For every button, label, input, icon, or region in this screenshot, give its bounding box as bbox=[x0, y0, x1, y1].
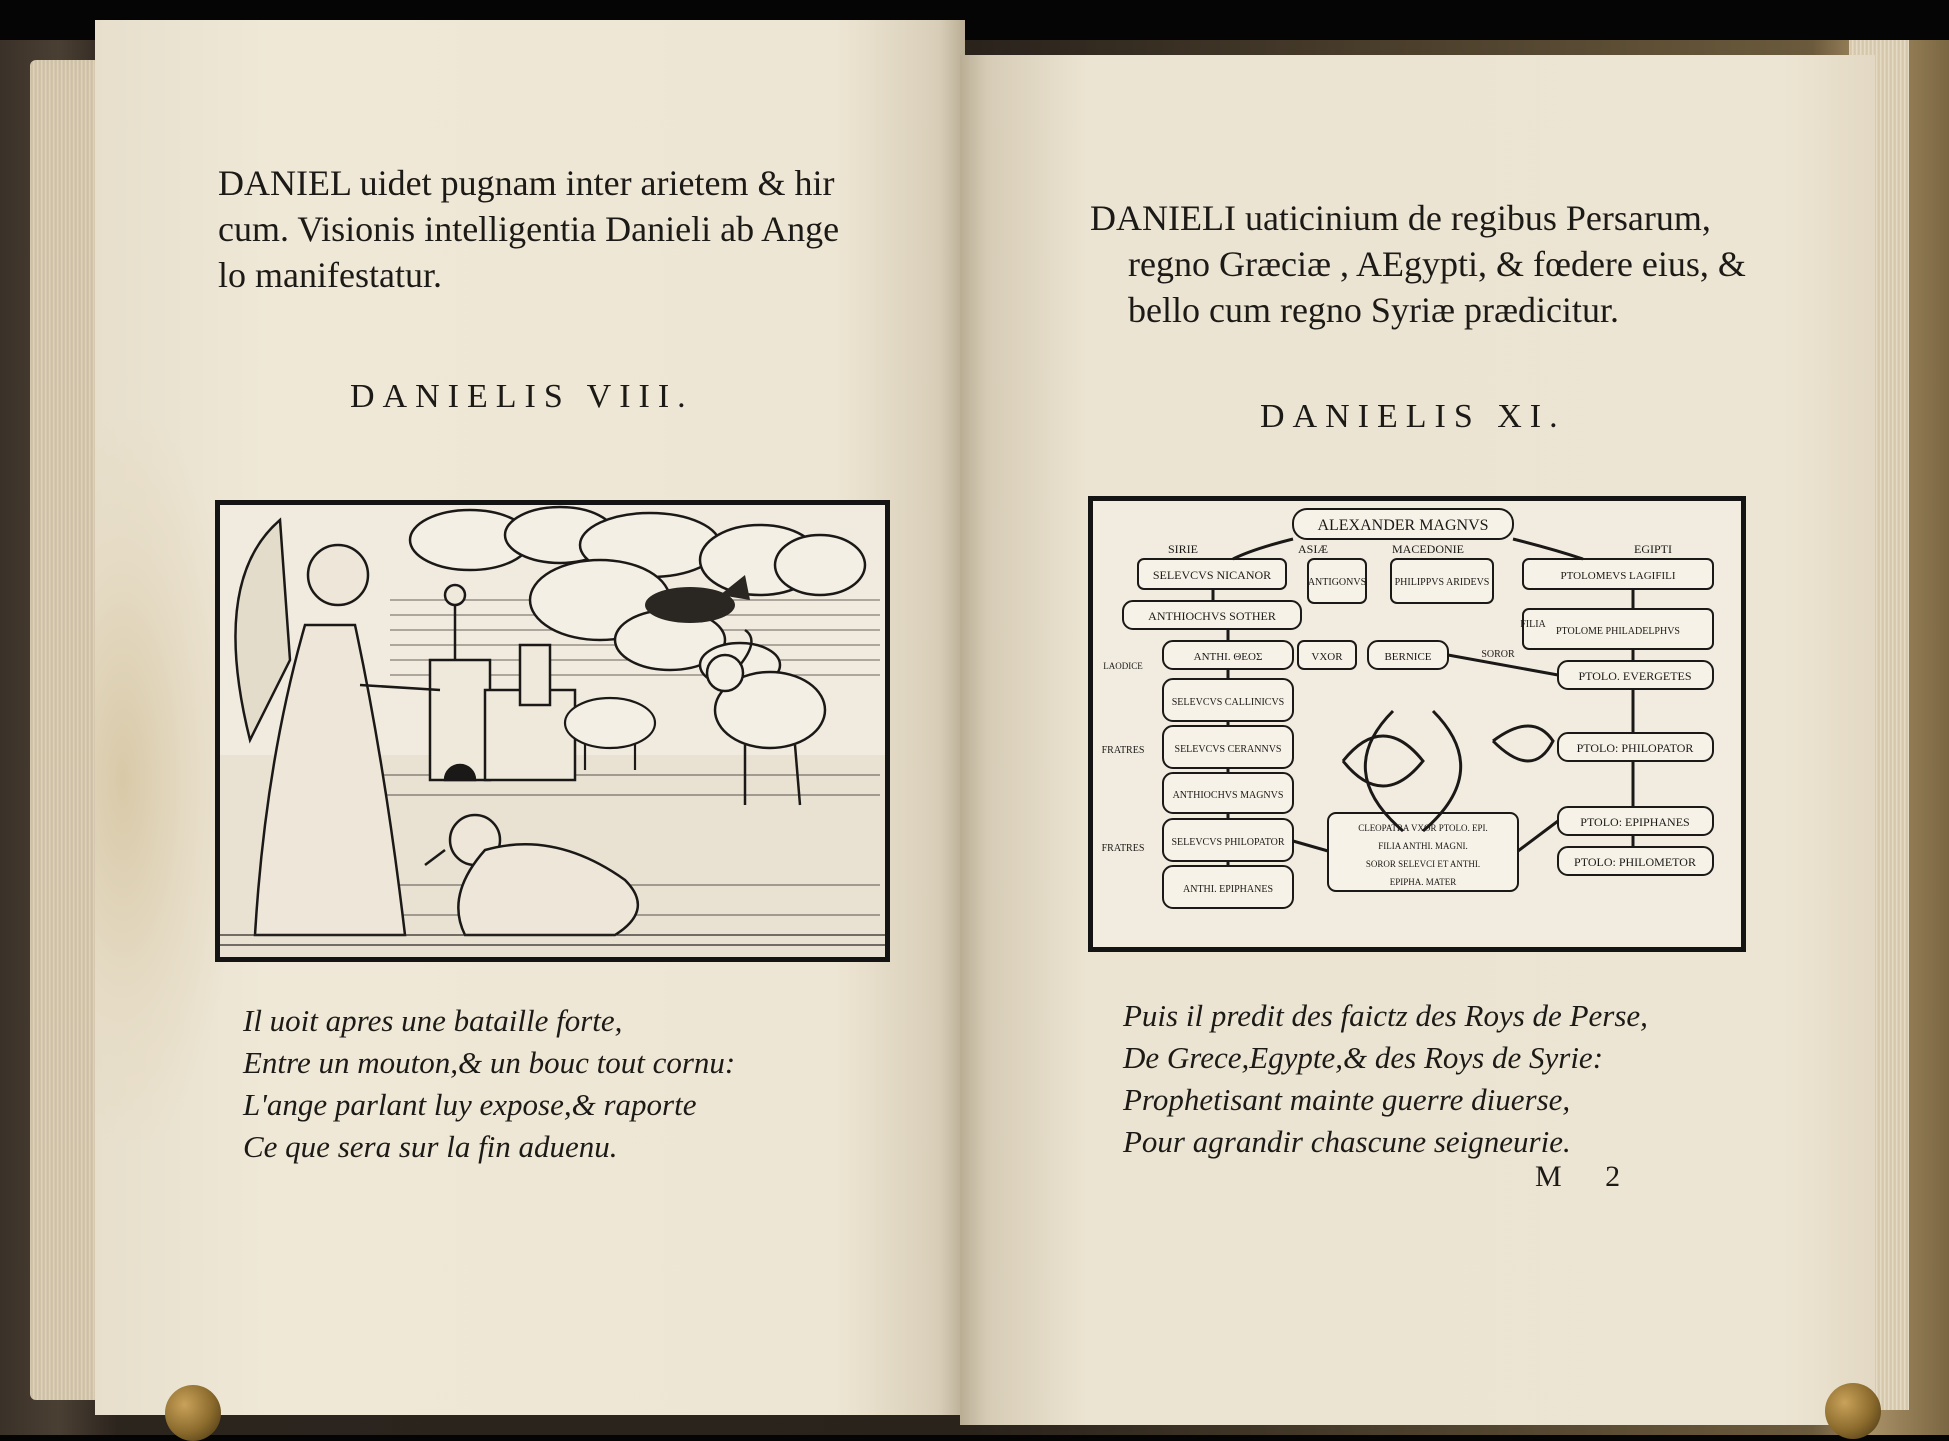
chart-right-box: PTOLO: PHILOMETOR bbox=[1574, 855, 1696, 869]
chart-middle-box: ANTIGONVS bbox=[1307, 577, 1367, 588]
chart-left-box: SELEVCVS PHILOPATOR bbox=[1171, 837, 1285, 848]
chart-middle-box: PHILIPPVS ARIDEVS bbox=[1394, 577, 1490, 588]
left-verse-line: Ce que sera sur la fin aduenu. bbox=[243, 1129, 618, 1164]
right-verse-line: Puis il predit des faictz des Roys de Perse, bbox=[1123, 998, 1648, 1033]
chart-region: SIRIE bbox=[1168, 542, 1198, 556]
chart-cleopatra-line: CLEOPATRA VXOR PTOLO. EPI. bbox=[1358, 823, 1488, 833]
right-chapter-title: DANIELIS XI. bbox=[1260, 398, 1566, 435]
woodcut-angel-ram-goat-icon bbox=[215, 500, 890, 962]
right-verse bbox=[1123, 995, 1773, 1163]
chart-side-label: LAODICE bbox=[1103, 661, 1143, 671]
right-heading-line: DANIELI uaticinium de regibus Persarum, bbox=[1090, 198, 1711, 238]
chart-middle-box: VXOR bbox=[1311, 651, 1343, 663]
left-heading bbox=[218, 160, 918, 298]
left-chapter-title: DANIELIS VIII. bbox=[350, 378, 694, 415]
page-edges-left bbox=[30, 60, 100, 1400]
chart-right-box: PTOLO. EVERGETES bbox=[1578, 669, 1692, 683]
left-verse-line: Il uoit apres une bataille forte, bbox=[243, 1003, 623, 1038]
chart-right-box: PTOLO: EPIPHANES bbox=[1580, 815, 1690, 829]
chart-left-box: SELEVCVS CALLINICVS bbox=[1171, 697, 1285, 708]
chart-cleopatra-line: FILIA ANTHI. MAGNI. bbox=[1378, 841, 1468, 851]
right-verse-line: De Grece,Egypte,& des Roys de Syrie: bbox=[1123, 1040, 1604, 1075]
chart-region: MACEDONIE bbox=[1392, 542, 1464, 556]
chart-top-label: ALEXANDER MAGNVS bbox=[1317, 517, 1489, 534]
chart-left-box: SELEVCVS CERANNVS bbox=[1174, 744, 1282, 755]
chart-left-box: ANTHI. EPIPHANES bbox=[1183, 884, 1273, 895]
chart-side-label: FRATRES bbox=[1101, 843, 1145, 854]
chart-right-box: PTOLOMEVS LAGIFILI bbox=[1560, 570, 1676, 582]
right-verse-line: Prophetisant mainte guerre diuerse, bbox=[1123, 1082, 1571, 1117]
chart-side-label: FILIA bbox=[1520, 619, 1546, 630]
right-heading-line: bello cum regno Syriæ prædicitur. bbox=[1128, 290, 1619, 330]
left-verse bbox=[243, 1000, 863, 1168]
chart-cleopatra-line: SOROR SELEVCI ET ANTHI. bbox=[1365, 859, 1481, 869]
left-heading-line: cum. Visionis intelligentia Danieli ab Ange bbox=[218, 209, 840, 249]
chart-right-box: PTOLOME PHILADELPHVS bbox=[1556, 626, 1680, 637]
chart-region: EGIPTI bbox=[1634, 542, 1672, 556]
left-heading-line: lo manifestatur. bbox=[218, 255, 442, 295]
chart-left-box: ANTHIOCHVS MAGNVS bbox=[1172, 790, 1284, 801]
clasp-icon bbox=[1825, 1383, 1881, 1439]
right-heading bbox=[1090, 195, 1850, 333]
genealogy-chart bbox=[1088, 496, 1746, 952]
chart-side-label: FRATRES bbox=[1101, 745, 1145, 756]
left-verse-line: Entre un mouton,& un bouc tout cornu: bbox=[243, 1045, 736, 1080]
chart-left-box: ANTHI. ΘΕΟΣ bbox=[1193, 651, 1263, 663]
water-stain bbox=[95, 420, 235, 1140]
chart-cleopatra-line: EPIPHA. MATER bbox=[1389, 877, 1457, 887]
chart-side-label: SOROR bbox=[1481, 649, 1515, 660]
right-verse-line: Pour agrandir chascune seigneurie. bbox=[1123, 1124, 1571, 1159]
clasp-icon bbox=[165, 1385, 221, 1441]
right-heading-line: regno Græciæ , AEgypti, & fœdere eius, & bbox=[1128, 244, 1746, 284]
chart-left-box: ANTHIOCHVS SOTHER bbox=[1148, 609, 1276, 623]
left-verse-line: L'ange parlant luy expose,& raporte bbox=[243, 1087, 697, 1122]
chart-right-box: PTOLO: PHILOPATOR bbox=[1576, 741, 1694, 755]
chart-region: ASIÆ bbox=[1297, 542, 1329, 556]
chart-middle-box: BERNICE bbox=[1384, 651, 1432, 663]
left-heading-line: DANIEL uidet pugnam inter arietem & hir bbox=[218, 163, 835, 203]
page-signature: M 2 bbox=[1535, 1160, 1639, 1193]
chart-left-box: SELEVCVS NICANOR bbox=[1152, 568, 1272, 582]
